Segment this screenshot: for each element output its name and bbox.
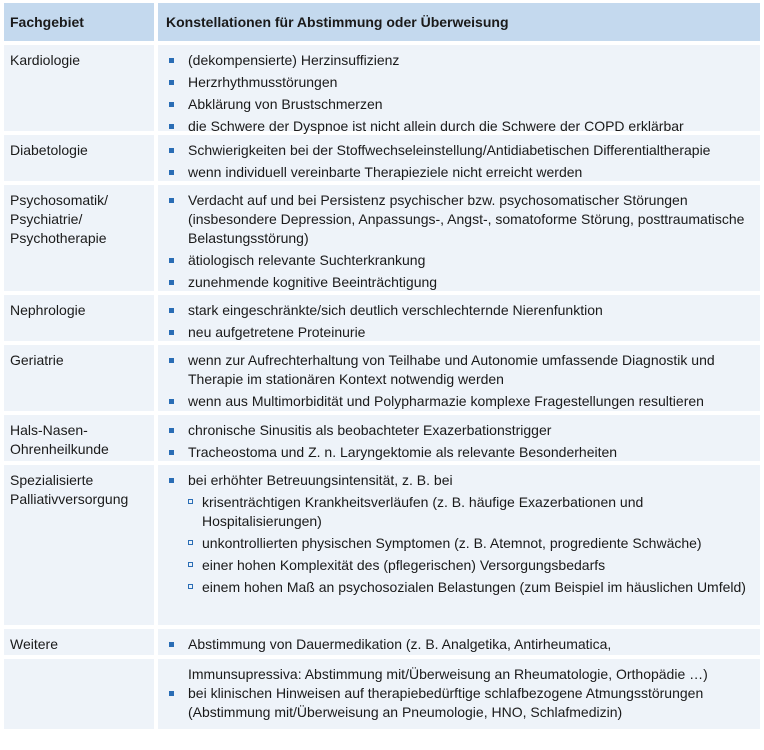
square-bullet-icon (169, 330, 174, 335)
square-bullet-icon (169, 170, 174, 175)
items-cell (158, 135, 760, 181)
list-item: die Schwere der Dyspnoe ist nicht allein durch die Schwere der COPD erklärbar (166, 117, 752, 136)
square-bullet-icon (169, 124, 174, 129)
list-item: Schwierigkeiten bei der Stoffwechseleinstellung/Antidiabetischen Differentialtherapie (166, 141, 752, 160)
hollow-square-bullet-icon (188, 499, 193, 504)
items-cell (158, 185, 760, 291)
square-bullet-icon (169, 450, 174, 455)
table-row (4, 659, 760, 729)
table-row (4, 135, 760, 181)
list-item: stark eingeschränkte/sich deutlich verschlechternde Nierenfunktion (166, 301, 752, 320)
square-bullet-icon (169, 308, 174, 313)
table-row (4, 465, 760, 625)
field-cell (4, 659, 154, 729)
continuation-text: Immunsupressiva: Abstimmung mit/Überweisung an Rheumatologie, Orthopädie …) (188, 666, 708, 682)
field-cell: Weitere (4, 629, 154, 655)
square-bullet-icon (169, 198, 174, 203)
items-cell (158, 295, 760, 341)
square-bullet-icon (169, 691, 174, 696)
list-item: Abstimmung von Dauermedikation (z. B. Analgetika, Antirheumatica, (166, 635, 752, 654)
list-item: zunehmende kognitive Beeinträchtigung (166, 273, 752, 292)
table-row (4, 415, 760, 461)
list-item: Abklärung von Brustschmerzen (166, 95, 752, 114)
list-item: wenn zur Aufrechterhaltung von Teilhabe und Autonomie umfassende Diagnostik und Therapie im stationären Kontext notwendig werden (166, 351, 752, 389)
square-bullet-icon (169, 102, 174, 107)
sub-list (188, 493, 752, 597)
list-item: Verdacht auf und bei Persistenz psychischer bzw. psychosomatischer Störungen (insbesondere Depression, Anpassungs-, Angst-, somatoforme Störung, posttraumatische Belastungsstörung) (166, 191, 752, 248)
list-item: bei erhöhter Betreuungsintensität, z. B. bei krisenträchtigen Krankheitsverläufen (z. B. häufige Exazerbationen und Hospitalisierungen) unkontrollierten physischen Symptomen (z. B. Atemnot, progrediente Schwäche) einer hohen Komplexität des (pflegerischen) Versorgungsbedarfs einem hohen Maß an psychosozialen Belastungen (zum Beispiel im häuslichen Umfeld) (166, 471, 752, 597)
hollow-square-bullet-icon (188, 562, 193, 567)
square-bullet-icon (169, 478, 174, 483)
list-item: (dekompensierte) Herzinsuffizienz (166, 51, 752, 70)
hollow-square-bullet-icon (188, 540, 193, 545)
square-bullet-icon (169, 428, 174, 433)
table-row (4, 629, 760, 655)
list-item: ätiologisch relevante Suchterkrankung (166, 251, 752, 270)
items-cell (158, 415, 760, 461)
field-cell: Psychosomatik/ Psychiatrie/ Psychotherapie (4, 185, 154, 291)
referral-table (4, 3, 760, 733)
list-item: wenn aus Multimorbidität und Polypharmazie komplexe Fragestellungen resultieren (166, 392, 752, 411)
table-row (4, 185, 760, 291)
items-cell (158, 659, 760, 729)
list-item: Tracheostoma und Z. n. Laryngektomie als relevante Besonderheiten (166, 443, 752, 462)
square-bullet-icon (169, 280, 174, 285)
field-cell: Diabetologie (4, 135, 154, 181)
list-item: Herzrhythmusstörungen (166, 73, 752, 92)
square-bullet-icon (169, 642, 174, 647)
field-cell: Nephrologie (4, 295, 154, 341)
table-row (4, 345, 760, 411)
sub-list-item: unkontrollierten physischen Symptomen (z. B. Atemnot, progrediente Schwäche) (188, 534, 752, 553)
items-cell (158, 465, 760, 625)
square-bullet-icon (169, 80, 174, 85)
hollow-square-bullet-icon (188, 584, 193, 589)
table-row (4, 295, 760, 341)
sub-list-item: einer hohen Komplexität des (pflegerischen) Versorgungsbedarfs (188, 556, 752, 575)
list-item: neu aufgetretene Proteinurie (166, 323, 752, 342)
sub-list-item: einem hohen Maß an psychosozialen Belastungen (zum Beispiel im häuslichen Umfeld) (188, 578, 752, 597)
square-bullet-icon (169, 58, 174, 63)
table-header (4, 3, 760, 41)
field-cell: Geriatrie (4, 345, 154, 411)
square-bullet-icon (169, 258, 174, 263)
list-item: wenn individuell vereinbarte Therapieziele nicht erreicht werden (166, 163, 752, 182)
field-cell: Hals-Nasen- Ohrenheilkunde (4, 415, 154, 461)
square-bullet-icon (169, 358, 174, 363)
field-cell: Kardiologie (4, 45, 154, 131)
table-row (4, 45, 760, 134)
field-cell: Spezialisierte Palliativversorgung (4, 465, 154, 625)
list-item: chronische Sinusitis als beobachteter Exazerbationstrigger (166, 421, 752, 440)
square-bullet-icon (169, 148, 174, 153)
header-konstellationen: Konstellationen für Abstimmung oder Überweisung (158, 3, 760, 41)
square-bullet-icon (169, 399, 174, 404)
sub-list-item: krisenträchtigen Krankheitsverläufen (z. B. häufige Exazerbationen und Hospitalisierungen) (188, 493, 752, 531)
header-fachgebiet: Fachgebiet (4, 3, 154, 41)
items-cell (158, 45, 760, 134)
items-cell (158, 345, 760, 411)
list-item: bei klinischen Hinweisen auf therapiebedürftige schlafbezogene Atmungsstörungen (Abstimmung mit/Überweisung an Pneumologie, HNO, Schlafmedizin) (166, 684, 752, 722)
items-cell (158, 629, 760, 655)
